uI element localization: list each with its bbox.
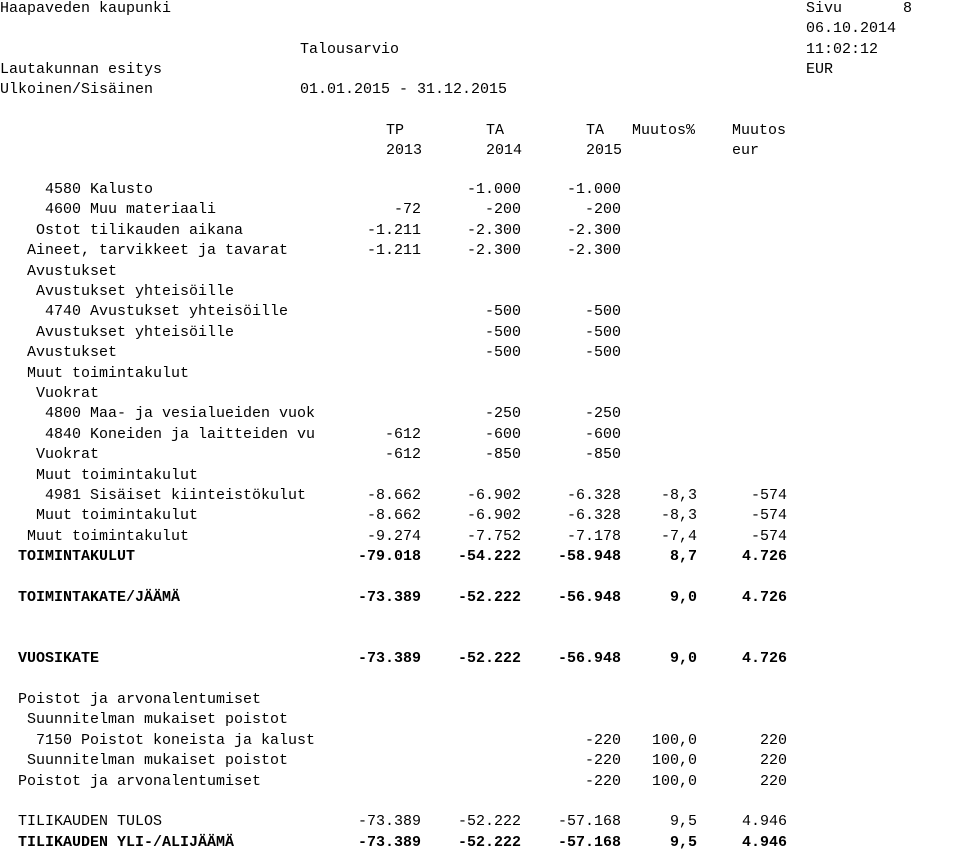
row-label: VUOSIKATE	[18, 650, 100, 668]
row-label: TILIKAUDEN TULOS	[18, 813, 163, 831]
row-value: -500	[484, 344, 521, 362]
row-value: -2.300	[466, 242, 521, 260]
print-date: 06.10.2014	[806, 20, 897, 37]
row-value: 100,0	[651, 772, 697, 790]
page-number: 8	[903, 0, 913, 17]
scope: Ulkoinen/Sisäinen	[0, 81, 154, 98]
row-label: Muut toimintakulut	[27, 527, 190, 545]
row-label: Muut toimintakulut	[36, 507, 199, 525]
row-value: -73.389	[357, 813, 421, 831]
row-value: -7,4	[660, 527, 697, 545]
row-label: Aineet, tarvikkeet ja tavarat	[27, 242, 289, 260]
row-value: -600	[584, 425, 621, 443]
period: 01.01.2015 - 31.12.2015	[300, 81, 508, 98]
row-value: -8,3	[660, 507, 697, 525]
row-value: 220	[759, 731, 787, 749]
row-label: Poistot ja arvonalentumiset	[18, 772, 262, 790]
row-value: -250	[484, 405, 521, 423]
row-label: TILIKAUDEN YLI-/ALIJÄÄMÄ	[18, 833, 235, 851]
row-value: -1.211	[366, 242, 421, 260]
row-value: -574	[750, 507, 787, 525]
row-value: -73.389	[357, 589, 421, 606]
row-value: 9,0	[669, 650, 697, 668]
row-value: -850	[484, 446, 521, 464]
row-value: -200	[584, 201, 621, 219]
column-header-bottom-1: 2014	[486, 142, 523, 159]
row-value: -500	[484, 303, 521, 321]
page-label: Sivu	[806, 0, 843, 17]
row-value: -6.902	[466, 507, 521, 525]
row-value: -500	[584, 323, 621, 341]
row-value: -6.902	[466, 487, 521, 504]
org-name: Haapaveden kaupunki	[0, 0, 172, 17]
row-value: 4.946	[741, 813, 787, 831]
row-value: 4.726	[741, 589, 787, 606]
row-value: -52.222	[457, 813, 521, 831]
row-value: 9,5	[669, 813, 697, 831]
row-value: -73.389	[357, 833, 421, 851]
row-value: 100,0	[651, 752, 697, 770]
row-value: -600	[484, 425, 521, 443]
row-label: TOIMINTAKULUT	[18, 548, 136, 566]
row-value: -8.662	[366, 487, 421, 504]
row-label: Avustukset	[27, 344, 118, 362]
row-value: -54.222	[457, 548, 521, 566]
row-label: Avustukset yhteisöille	[36, 283, 235, 300]
row-value: -56.948	[557, 589, 621, 606]
column-header-top-0: TP	[386, 122, 405, 139]
row-label: 4580 Kalusto	[45, 181, 154, 198]
row-value: -220	[584, 772, 621, 790]
row-value: 220	[759, 772, 787, 790]
row-value: 220	[759, 752, 787, 770]
row-value: 8,7	[669, 548, 697, 566]
column-header-top-4: Muutos	[732, 122, 787, 139]
row-value: -2.300	[566, 221, 621, 239]
row-value: -612	[384, 425, 421, 443]
row-value: -2.300	[466, 221, 521, 239]
row-value: -220	[584, 731, 621, 749]
row-value: -9.274	[366, 527, 421, 545]
row-label: TOIMINTAKATE/JÄÄMÄ	[18, 589, 181, 606]
row-value: 4.946	[741, 833, 787, 851]
row-value: -8,3	[660, 487, 697, 504]
row-value: -1.000	[566, 181, 621, 198]
row-value: -220	[584, 752, 621, 770]
row-value: -79.018	[357, 548, 421, 566]
column-header-bottom-4: eur	[732, 142, 760, 159]
row-label: Poistot ja arvonalentumiset	[18, 691, 262, 708]
column-header-bottom-0: 2013	[386, 142, 423, 159]
row-value: -57.168	[557, 813, 621, 831]
row-value: 100,0	[651, 731, 697, 749]
row-value: -1.211	[366, 221, 421, 239]
row-value: -850	[584, 446, 621, 464]
row-value: -73.389	[357, 650, 421, 668]
row-label: Muut toimintakulut	[36, 466, 199, 484]
row-value: 9,5	[669, 833, 697, 851]
row-label: Avustukset	[27, 262, 118, 280]
row-value: -6.328	[566, 487, 621, 504]
column-header-bottom-2: 2015	[586, 142, 623, 159]
row-value: -250	[584, 405, 621, 423]
row-value: -72	[393, 201, 421, 219]
row-label: 4740 Avustukset yhteisöille	[45, 303, 289, 321]
row-value: -500	[584, 344, 621, 362]
row-value: -57.168	[557, 833, 621, 851]
row-value: -200	[484, 201, 521, 219]
row-label: 4800 Maa- ja vesialueiden vuok	[45, 405, 316, 423]
row-label: Vuokrat	[36, 385, 100, 402]
row-label: Muut toimintakulut	[27, 364, 190, 382]
column-header-top-3: Muutos%	[632, 122, 696, 139]
row-value: -6.328	[566, 507, 621, 525]
row-value: -56.948	[557, 650, 621, 668]
column-header-top-1: TA	[486, 122, 505, 139]
row-label: Suunnitelman mukaiset poistot	[27, 752, 289, 770]
report-name: Lautakunnan esitys	[0, 61, 163, 78]
row-label: Suunnitelman mukaiset poistot	[27, 711, 289, 729]
row-value: -52.222	[457, 833, 521, 851]
row-value: -1.000	[466, 181, 521, 198]
row-label: 4840 Koneiden ja laitteiden vu	[45, 425, 316, 443]
row-label: 4600 Muu materiaali	[45, 201, 217, 219]
column-header-top-2: TA	[586, 122, 605, 139]
row-label: Vuokrat	[36, 446, 100, 464]
row-value: 4.726	[741, 650, 787, 668]
row-value: -2.300	[566, 242, 621, 260]
row-label: 4981 Sisäiset kiinteistökulut	[45, 487, 307, 504]
row-value: -574	[750, 487, 787, 504]
row-value: 4.726	[741, 548, 787, 566]
row-label: Ostot tilikauden aikana	[36, 221, 244, 239]
print-time: 11:02:12	[806, 41, 879, 58]
currency: EUR	[806, 61, 834, 78]
row-value: -500	[484, 323, 521, 341]
row-label: 7150 Poistot koneista ja kalust	[36, 731, 316, 749]
row-value: 9,0	[669, 589, 697, 606]
row-value: -7.752	[466, 527, 521, 545]
row-value: -58.948	[557, 548, 621, 566]
row-value: -7.178	[566, 527, 621, 545]
row-value: -574	[750, 527, 787, 545]
row-value: -52.222	[457, 650, 521, 668]
row-label: Avustukset yhteisöille	[36, 323, 235, 341]
row-value: -52.222	[457, 589, 521, 606]
row-value: -612	[384, 446, 421, 464]
row-value: -8.662	[366, 507, 421, 525]
row-value: -500	[584, 303, 621, 321]
document-title: Talousarvio	[300, 41, 400, 58]
